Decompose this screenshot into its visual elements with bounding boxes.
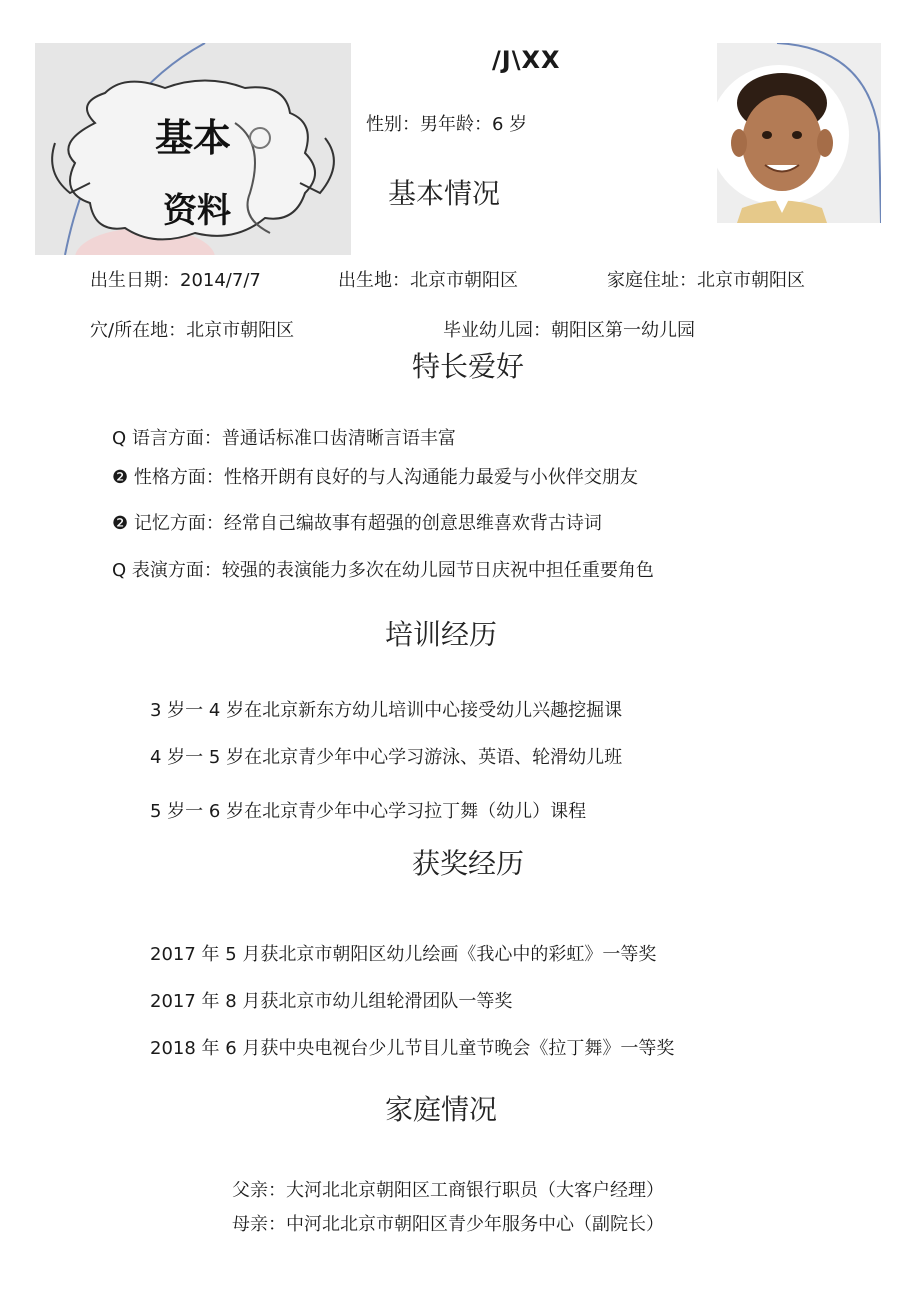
hobby-text: 语言方面：普通话标准口齿清晰言语丰富 <box>131 428 456 449</box>
bullet-icon: Q <box>112 560 127 581</box>
section-title-training: 培训经历 <box>385 618 498 651</box>
hobby-text: 表演方面：较强的表演能力多次在幼儿园节日庆祝中担任重要角色 <box>131 560 654 581</box>
award-item: 2017 年 5 月获北京市朝阳区幼儿绘画《我心中的彩虹》一等奖 <box>150 944 657 965</box>
award-item: 2017 年 8 月获北京市幼儿组轮滑团队一等奖 <box>150 991 513 1012</box>
hobby-item <box>112 509 602 535</box>
banner-title-line2: 资料 <box>163 191 231 231</box>
father-info: 父亲：大河北北京朝阳区工商银行职员（大客户经理） <box>232 1180 664 1201</box>
banner-title-line1: 基本 <box>155 115 232 160</box>
hukou-location: 穴/所在地：北京市朝阳区 <box>90 320 295 341</box>
hobby-item <box>112 463 638 489</box>
child-photo <box>717 43 881 223</box>
hobby-item <box>112 556 654 582</box>
gender-age: 性别：男年龄：6 岁 <box>366 114 528 135</box>
section-title-awards: 获奖经历 <box>412 847 525 880</box>
section-title-family: 家庭情况 <box>385 1093 498 1126</box>
banner-basic-info <box>35 43 351 255</box>
birth-date: 出生日期：2014/7/7 <box>90 270 261 291</box>
bullet-icon: ❷ <box>112 467 129 488</box>
hobby-item <box>112 424 456 450</box>
child-name: /J\XX <box>492 46 561 74</box>
kindergarten: 毕业幼儿园：朝阳区第一幼儿园 <box>443 320 695 341</box>
training-item: 5 岁一 6 岁在北京青少年中心学习拉丁舞（幼儿）课程 <box>150 801 587 822</box>
bullet-icon: Q <box>112 428 127 449</box>
section-title-basic: 基本情况 <box>388 177 501 210</box>
training-item: 4 岁一 5 岁在北京青少年中心学习游泳、英语、轮滑幼儿班 <box>150 747 623 768</box>
home-address: 家庭住址：北京市朝阳区 <box>607 270 805 291</box>
award-item: 2018 年 6 月获中央电视台少儿节目儿童节晚会《拉丁舞》一等奖 <box>150 1038 675 1059</box>
hobby-text: 性格方面：性格开朗有良好的与人沟通能力最爱与小伙伴交朋友 <box>133 467 638 488</box>
training-item: 3 岁一 4 岁在北京新东方幼儿培训中心接受幼儿兴趣挖掘课 <box>150 700 623 721</box>
bullet-icon: ❷ <box>112 513 129 534</box>
mother-info: 母亲：中河北北京市朝阳区青少年服务中心（副院长） <box>232 1214 664 1235</box>
birth-place: 出生地：北京市朝阳区 <box>338 270 518 291</box>
hobby-text: 记忆方面：经常自己编故事有超强的创意思维喜欢背古诗词 <box>133 513 602 534</box>
section-title-hobbies: 特长爱好 <box>412 350 525 383</box>
